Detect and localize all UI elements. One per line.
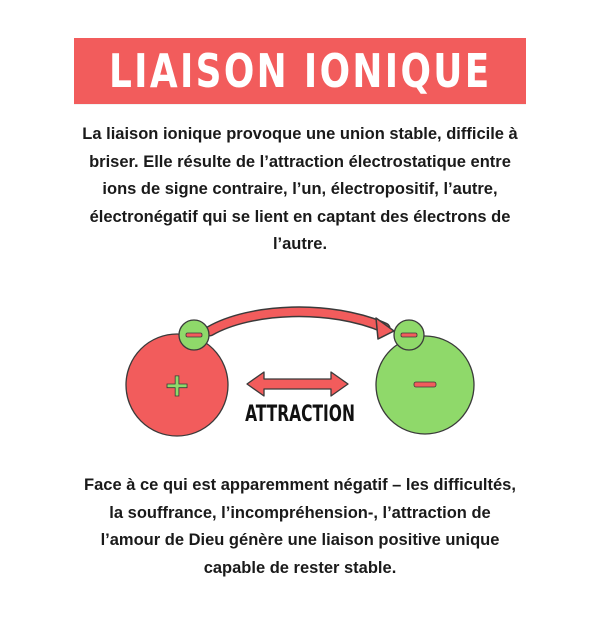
electron-right [394, 320, 424, 350]
electron-left [179, 320, 209, 350]
outro-paragraph: Face à ce qui est apparemment négatif – les difficultés, la souffrance, l’incompréhension-, l’attraction de l’amour de Dieu génère une liaison positive unique capable de rester stable. [84, 476, 516, 577]
positive-ion [126, 334, 228, 436]
attraction-double-arrow [247, 372, 348, 396]
ionic-bond-diagram [0, 290, 600, 460]
attraction-label: ATTRACTION [245, 400, 355, 427]
electron-transfer-arrow [210, 312, 394, 339]
title-banner [74, 38, 526, 104]
intro-paragraph: La liaison ionique provoque une union stable, difficile à briser. Elle résulte de l’attraction électrostatique entre ions de signe contraire, l’un, électropositif, l’autre, électronégatif qui se lient en captant des électrons de l’autre. [82, 125, 518, 253]
page-title: LIAISON IONIQUE [108, 44, 492, 98]
negative-ion [376, 336, 474, 434]
positive-sign: + [163, 366, 191, 404]
